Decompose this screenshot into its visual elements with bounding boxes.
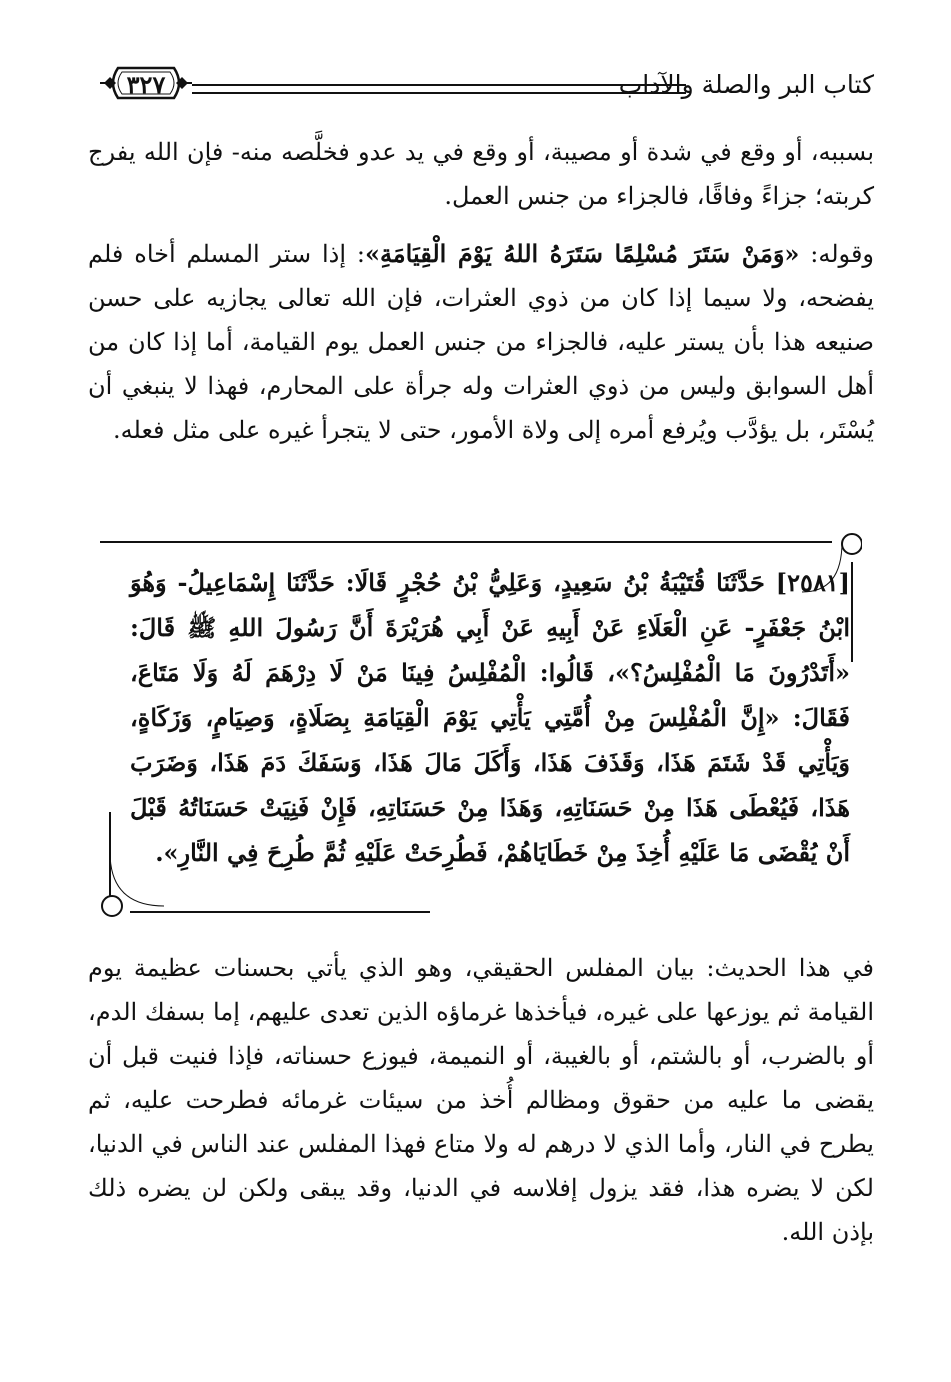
paragraph-2-rest: : إذا ستر المسلم أخاه فلم يفضحه، ولا سيما إذا كان من ذوي العثرات، فإن الله تعالى يجازيه على حسن صنيعه هذا بأن يستر عليه، فالجزاء من جنس العمل يوم القيامة، أما إذا كان من أهل السوابق وليس من ذوي العثرات وله جرأة على المحارم، فهذا لا ينبغي أن يُسْتَر، بل يؤدَّب ويُرفع أمره إلى ولاة الأمور، حتى لا يتجرأ غيره على مثل فعله. — [88, 240, 874, 444]
frame-corner-ornament-icon — [102, 896, 122, 916]
frame-corner-ornament-icon — [842, 534, 862, 554]
running-title: كتاب البر والصلة والآداب — [618, 70, 874, 99]
paragraph-2 — [88, 232, 874, 452]
page-number-badge — [98, 62, 194, 104]
header-rule — [192, 84, 686, 94]
page-header — [92, 62, 874, 106]
hadith-text: [٢٥٨١] حَدَّثَنَا قُتَيْبَةُ بْنُ سَعِيدٍ، وَعَلِيُّ بْنُ حُجْرٍ قَالَا: حَدَّثَنَا إِسْمَاعِيلُ- وَهُوَ ابْنُ جَعْفَرٍ- عَنِ الْعَلَاءِ عَنْ أَبِيهِ عَنْ أَبِي هُرَيْرَةَ أَنَّ رَسُولَ اللهِ ﷺ قَالَ: «أَتَدْرُونَ مَا الْمُفْلِسُ؟»، قَالُوا: الْمُفْلِسُ فِينَا مَنْ لَا دِرْهَمَ لَهُ وَلَا مَتَاعَ، فَقَالَ: «إِنَّ الْمُفْلِسَ مِنْ أُمَّتِي يَأْتِي يَوْمَ الْقِيَامَةِ بِصَلَاةٍ، وَصِيَامٍ، وَزَكَاةٍ، وَيَأْتِي قَدْ شَتَمَ هَذَا، وَقَذَفَ هَذَا، وَأَكَلَ مَالَ هَذَا، وَسَفَكَ دَمَ هَذَا، وَضَرَبَ هَذَا، فَيُعْطَى هَذَا مِنْ حَسَنَاتِهِ، وَهَذَا مِنْ حَسَنَاتِهِ، فَإِنْ فَنِيَتْ حَسَنَاتُهُ قَبْلَ أَنْ يُقْضَى مَا عَلَيْهِ أُخِذَ مِنْ خَطَايَاهُمْ، فَطُرِحَتْ عَلَيْهِ ثُمَّ طُرِحَ فِي النَّارِ». — [130, 568, 850, 867]
paragraph-2-lead: وقوله: — [799, 240, 875, 268]
page-number: ٣٢٧ — [126, 70, 166, 99]
hadith-quote: «وَمَنْ سَتَرَ مُسْلِمًا سَتَرَهُ اللهُ يَوْمَ الْقِيَامَةِ» — [364, 239, 800, 268]
paragraph-1: بسببه، أو وقع في شدة أو مصيبة، أو وقع في يد عدو فخلَّصه منه- فإن الله يفرج كربته؛ جزاءً وفاقًا، فالجزاء من جنس العمل. — [88, 138, 874, 210]
paragraph-3: في هذا الحديث: بيان المفلس الحقيقي، وهو الذي يأتي بحسنات عظيمة يوم القيامة ثم يوزعها على غيره، فيأخذها غرماؤه الذين تعدى عليهم، إما بسفك الدم، أو بالضرب، أو بالشتم، أو بالغيبة، أو النميمة، فيوزع حسناته، فإذا فنيت قبل أن يقضى ما عليه من حقوق ومظالم أُخذ من سيئات غرمائه فطرحت عليه، ثم يطرح في النار، وأما الذي لا درهم له ولا متاع فهذا المفلس عند الناس في الدنيا، لكن لا يضره هذا، فقد يزول إفلاسه في الدنيا، وقد يبقى ولكن لن يضره ذلك بإذن الله. — [88, 954, 874, 1246]
